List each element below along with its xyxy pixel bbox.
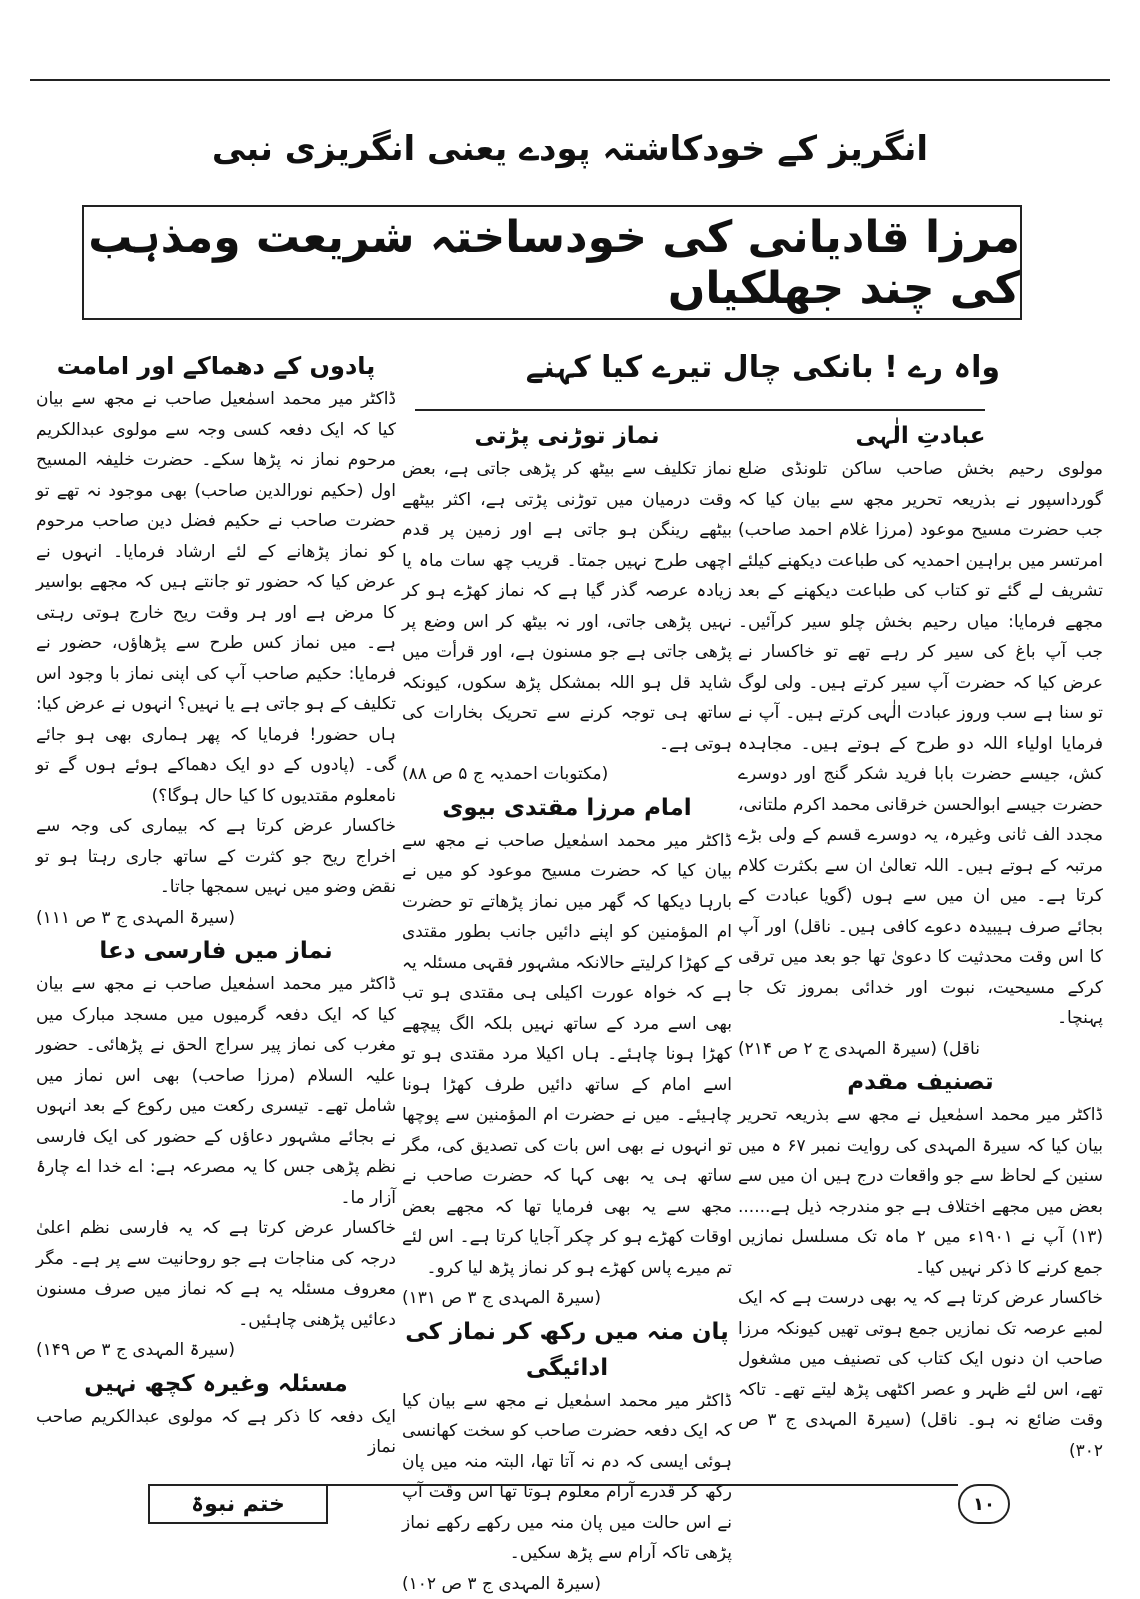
section-heading: مسئلہ وغیرہ کچھ نہیں [36,1366,396,1402]
page-number: ۱۰ [958,1484,1010,1524]
source-reference: (سیرۃ المہدی ج ۳ ص ۱۱۱) [36,903,396,934]
section-body: خاکسار عرض کرتا ہے کہ یہ بھی درست ہے کہ ایک لمبے عرصہ تک نمازیں جمع ہوتی تھیں کیونکہ مرزا صاحب ان دنوں ایک کتاب کی تصنیف میں مشغول تھے، اس لئے ظہر و عصر اکٹھی پڑھ لیتے تھے۔ تاکہ وقت ضائع نہ ہو۔ ناقل) (سیرۃ المہدی ج ۳ ص ۳۰۲) [738,1283,1103,1466]
section-body: خاکسار عرض کرتا ہے کہ یہ فارسی نظم اعلیٰ درجہ کی مناجات ہے جو روحانیت سے پر ہے۔ مگر معروف مسئلہ یہ ہے کہ نماز میں صرف مسنون دعائیں پڑھنی چاہئیں۔ [36,1213,396,1335]
source-reference: (مکتوبات احمدیہ ج ۵ ص ۸۸) [402,759,732,790]
section-heading: نماز میں فارسی دعا [36,933,396,969]
section-heading: امام مرزا مقتدی بیوی [402,790,732,826]
verse-line: واہ رے ! بانکی چال تیرے کیا کہنے [420,350,1000,385]
top-divider [30,79,1110,81]
middle-column [402,418,732,1599]
section-body: نماز تکلیف سے بیٹھ کر پڑھی جاتی ہے، بعض وقت درمیان میں توڑنی پڑتی ہے، اکثر بیٹھے بیٹھے رینگن ہو جاتی ہے اور زمین پر قدم اچھی طرح نہیں جمتا۔ قریب چھ سات ماہ یا زیادہ عرصہ گذر گیا ہے کہ نماز کھڑے ہو کر نہیں پڑھی جاتی، اور نہ بیٹھ کر اس وضع پر پڑھی جاتی ہے جو مسنون ہے، اور قرأت میں شاید قل ہو اللہ بمشکل پڑھ سکوں، کیونکہ ساتھ ہی توجہ کرنے سے تحریک بخارات کی ہوتی ہے۔ [402,454,732,759]
section-body: ڈاکٹر میر محمد اسمٰعیل صاحب نے مجھ سے بیان کیا کہ ایک دفعہ کسی وجہ سے مولوی عبدالکریم مرحوم نماز نہ پڑھا سکے۔ حضرت خلیفہ المسیح اول (حکیم نورالدین صاحب) بھی موجود نہ تھے تو حضرت صاحب نے حکیم فضل دین صاحب مرحوم کو نماز پڑھانے کے لئے ارشاد فرمایا۔ انہوں نے عرض کیا کہ حضور تو جانتے ہیں کہ مجھے بواسیر کا مرض ہے اور ہر وقت ریح خارج ہوتی رہتی ہے۔ میں نماز کس طرح سے پڑھاؤں، حضور نے فرمایا: حکیم صاحب آپ کی اپنی نماز با وجود اس تکلیف کے ہو جاتی ہے یا نہیں؟ انہوں نے عرض کیا: ہاں حضور! فرمایا کہ پھر ہماری بھی ہو جائے گی۔ (پادوں کے دو ایک دھماکے ہوئے ہوں گے تو نامعلوم مقتدیوں کا کیا حال ہوگا؟) [36,384,396,811]
section-body: ڈاکٹر میر محمد اسمٰعیل نے مجھ سے بذریعہ تحریر بیان کیا کہ سیرۃ المہدی کی روایت نمبر ۶۷ ہ میں سنین کے لحاظ سے جو واقعات درج ہیں ان میں سے بعض میں مجھے اختلاف ہے جو مندرجہ ذیل ہے...... (۱۳) آپ نے ۱۹۰۱ء میں ۲ ماہ تک مسلسل نمازیں جمع کرنے کا ذکر نہیں کیا۔ [738,1100,1103,1283]
section-body: ڈاکٹر میر محمد اسمٰعیل نے مجھ سے بیان کیا کہ ایک دفعہ حضرت صاحب کو سخت کھانسی ہوئی ایسی کہ دم نہ آتا تھا، البتہ منہ میں پان رکھ کر قدرے آرام معلوم ہوتا تھا اس وقت آپ نے اس حالت میں پان منہ میں رکھے رکھے نماز پڑھی تاکہ آرام سے پڑھ سکیں۔ [402,1386,732,1569]
section-heading: عبادتِ الٰہی [738,418,1103,454]
section-body: خاکسار عرض کرتا ہے کہ بیماری کی وجہ سے اخراج ریح جو کثرت کے ساتھ جاری رہتا ہو تو نقض وضو میں نہیں سمجھا جاتا۔ [36,811,396,903]
magazine-masthead: ختم نبوۃ [148,1484,328,1524]
kicker-heading: انگریز کے خودکاشتہ پودے یعنی انگریزی نبی [150,128,990,169]
source-reference: (سیرۃ المہدی ج ۳ ص ۱۳۱) [402,1283,732,1314]
right-column [738,418,1103,1466]
article-title: مرزا قادیانی کی خودساختہ شریعت ومذہب کی چند جھلکیاں [84,212,1020,314]
verse-divider [415,409,985,411]
section-heading: تصنیف مقدم [738,1064,1103,1100]
source-reference: ناقل) (سیرۃ المہدی ج ۲ ص ۲۱۴) [738,1034,1103,1065]
section-body: ایک دفعہ کا ذکر ہے کہ مولوی عبدالکریم صاحب نماز [36,1402,396,1463]
title-box [82,205,1022,320]
source-reference: (سیرۃ المہدی ج ۳ ص ۱۴۹) [36,1335,396,1366]
section-body: ڈاکٹر میر محمد اسمٰعیل صاحب نے مجھ سے بیان کیا کہ حضرت مسیح موعود کو میں نے بارہا دیکھا کہ گھر میں نماز پڑھاتے تو حضرت ام المؤمنین کو اپنے دائیں جانب بطور مقتدی کے کھڑا کرلیتے حالانکہ مشہور فقہی مسئلہ یہ ہے کہ خواہ عورت اکیلی ہی مقتدی ہو تب بھی اسے مرد کے ساتھ نہیں بلکہ الگ پیچھے کھڑا ہونا چاہئے۔ ہاں اکیلا مرد مقتدی ہو تو اسے امام کے ساتھ دائیں طرف کھڑا ہونا چاہیئے۔ میں نے حضرت ام المؤمنین سے پوچھا تو انہوں نے بھی اس بات کی تصدیق کی، مگر ساتھ ہی یہ بھی کہا کہ حضرت صاحب نے مجھ سے یہ بھی فرمایا تھا کہ مجھے بعض اوقات کھڑے ہو کر چکر آجایا کرتا ہے۔ اس لئے تم میرے پاس کھڑے ہو کر نماز پڑھ لیا کرو۔ [402,826,732,1284]
section-heading: پادوں کے دھماکے اور امامت [36,348,396,384]
section-heading: نماز توڑنی پڑتی [402,418,732,454]
left-column [36,348,396,1463]
source-reference: (سیرۃ المہدی ج ۳ ص ۱۰۲) [402,1569,732,1599]
section-heading: پان منہ میں رکھ کر نماز کی ادائیگی [402,1314,732,1386]
section-body: مولوی رحیم بخش صاحب ساکن تلونڈی ضلع گورداسپور نے بذریعہ تحریر مجھ سے بیان کیا کہ جب حضرت مسیح موعود (مرزا غلام احمد صاحب) امرتسر میں براہین احمدیہ کی طباعت دیکھنے کیلئے تشریف لے گئے تو کتاب کی طباعت دیکھنے کے بعد مجھے فرمایا: میاں رحیم بخش چلو سیر کرآئیں۔ جب آپ باغ کی سیر کر رہے تھے تو خاکسار نے عرض کیا کہ حضرت آپ سیر کرتے ہیں۔ ولی لوگ تو سنا ہے سب وروز عبادت الٰہی کرتے ہیں۔ آپ نے فرمایا اولیاء اللہ دو طرح کے ہوتے ہیں۔ مجاہدہ کش، جیسے حضرت بابا فرید شکر گنج اور دوسرے حضرت جیسے ابوالحسن خرقانی محمد اکرم ملتانی، مجدد الف ثانی وغیرہ، یہ دوسرے قسم کے ولی بڑے مرتبہ کے ہوتے ہیں۔ اللہ تعالیٰ ان سے بکثرت کلام کرتا ہے۔ میں ان میں سے ہوں (گویا عبادت کے بجائے صرف ہیبیدہ دعوے کافی ہیں۔ ناقل) اور آپ کا اس وقت محدثیت کا دعویٰ تھا جو بعد میں ترقی کرکے مسیحیت، نبوت اور خدائی بمروز تک جا پہنچا۔ [738,454,1103,1034]
section-body: ڈاکٹر میر محمد اسمٰعیل صاحب نے مجھ سے بیان کیا کہ ایک دفعہ گرمیوں میں مسجد مبارک میں مغرب کی نماز پیر سراج الحق نے پڑھائی۔ حضور علیہ السلام (مرزا صاحب) بھی اس نماز میں شامل تھے۔ تیسری رکعت میں رکوع کے بعد انہوں نے بجائے مشہور دعاؤں کے حضور کی ایک فارسی نظم پڑھی جس کا یہ مصرعہ ہے: اے خدا اے چارۂ آزار ما۔ [36,969,396,1213]
